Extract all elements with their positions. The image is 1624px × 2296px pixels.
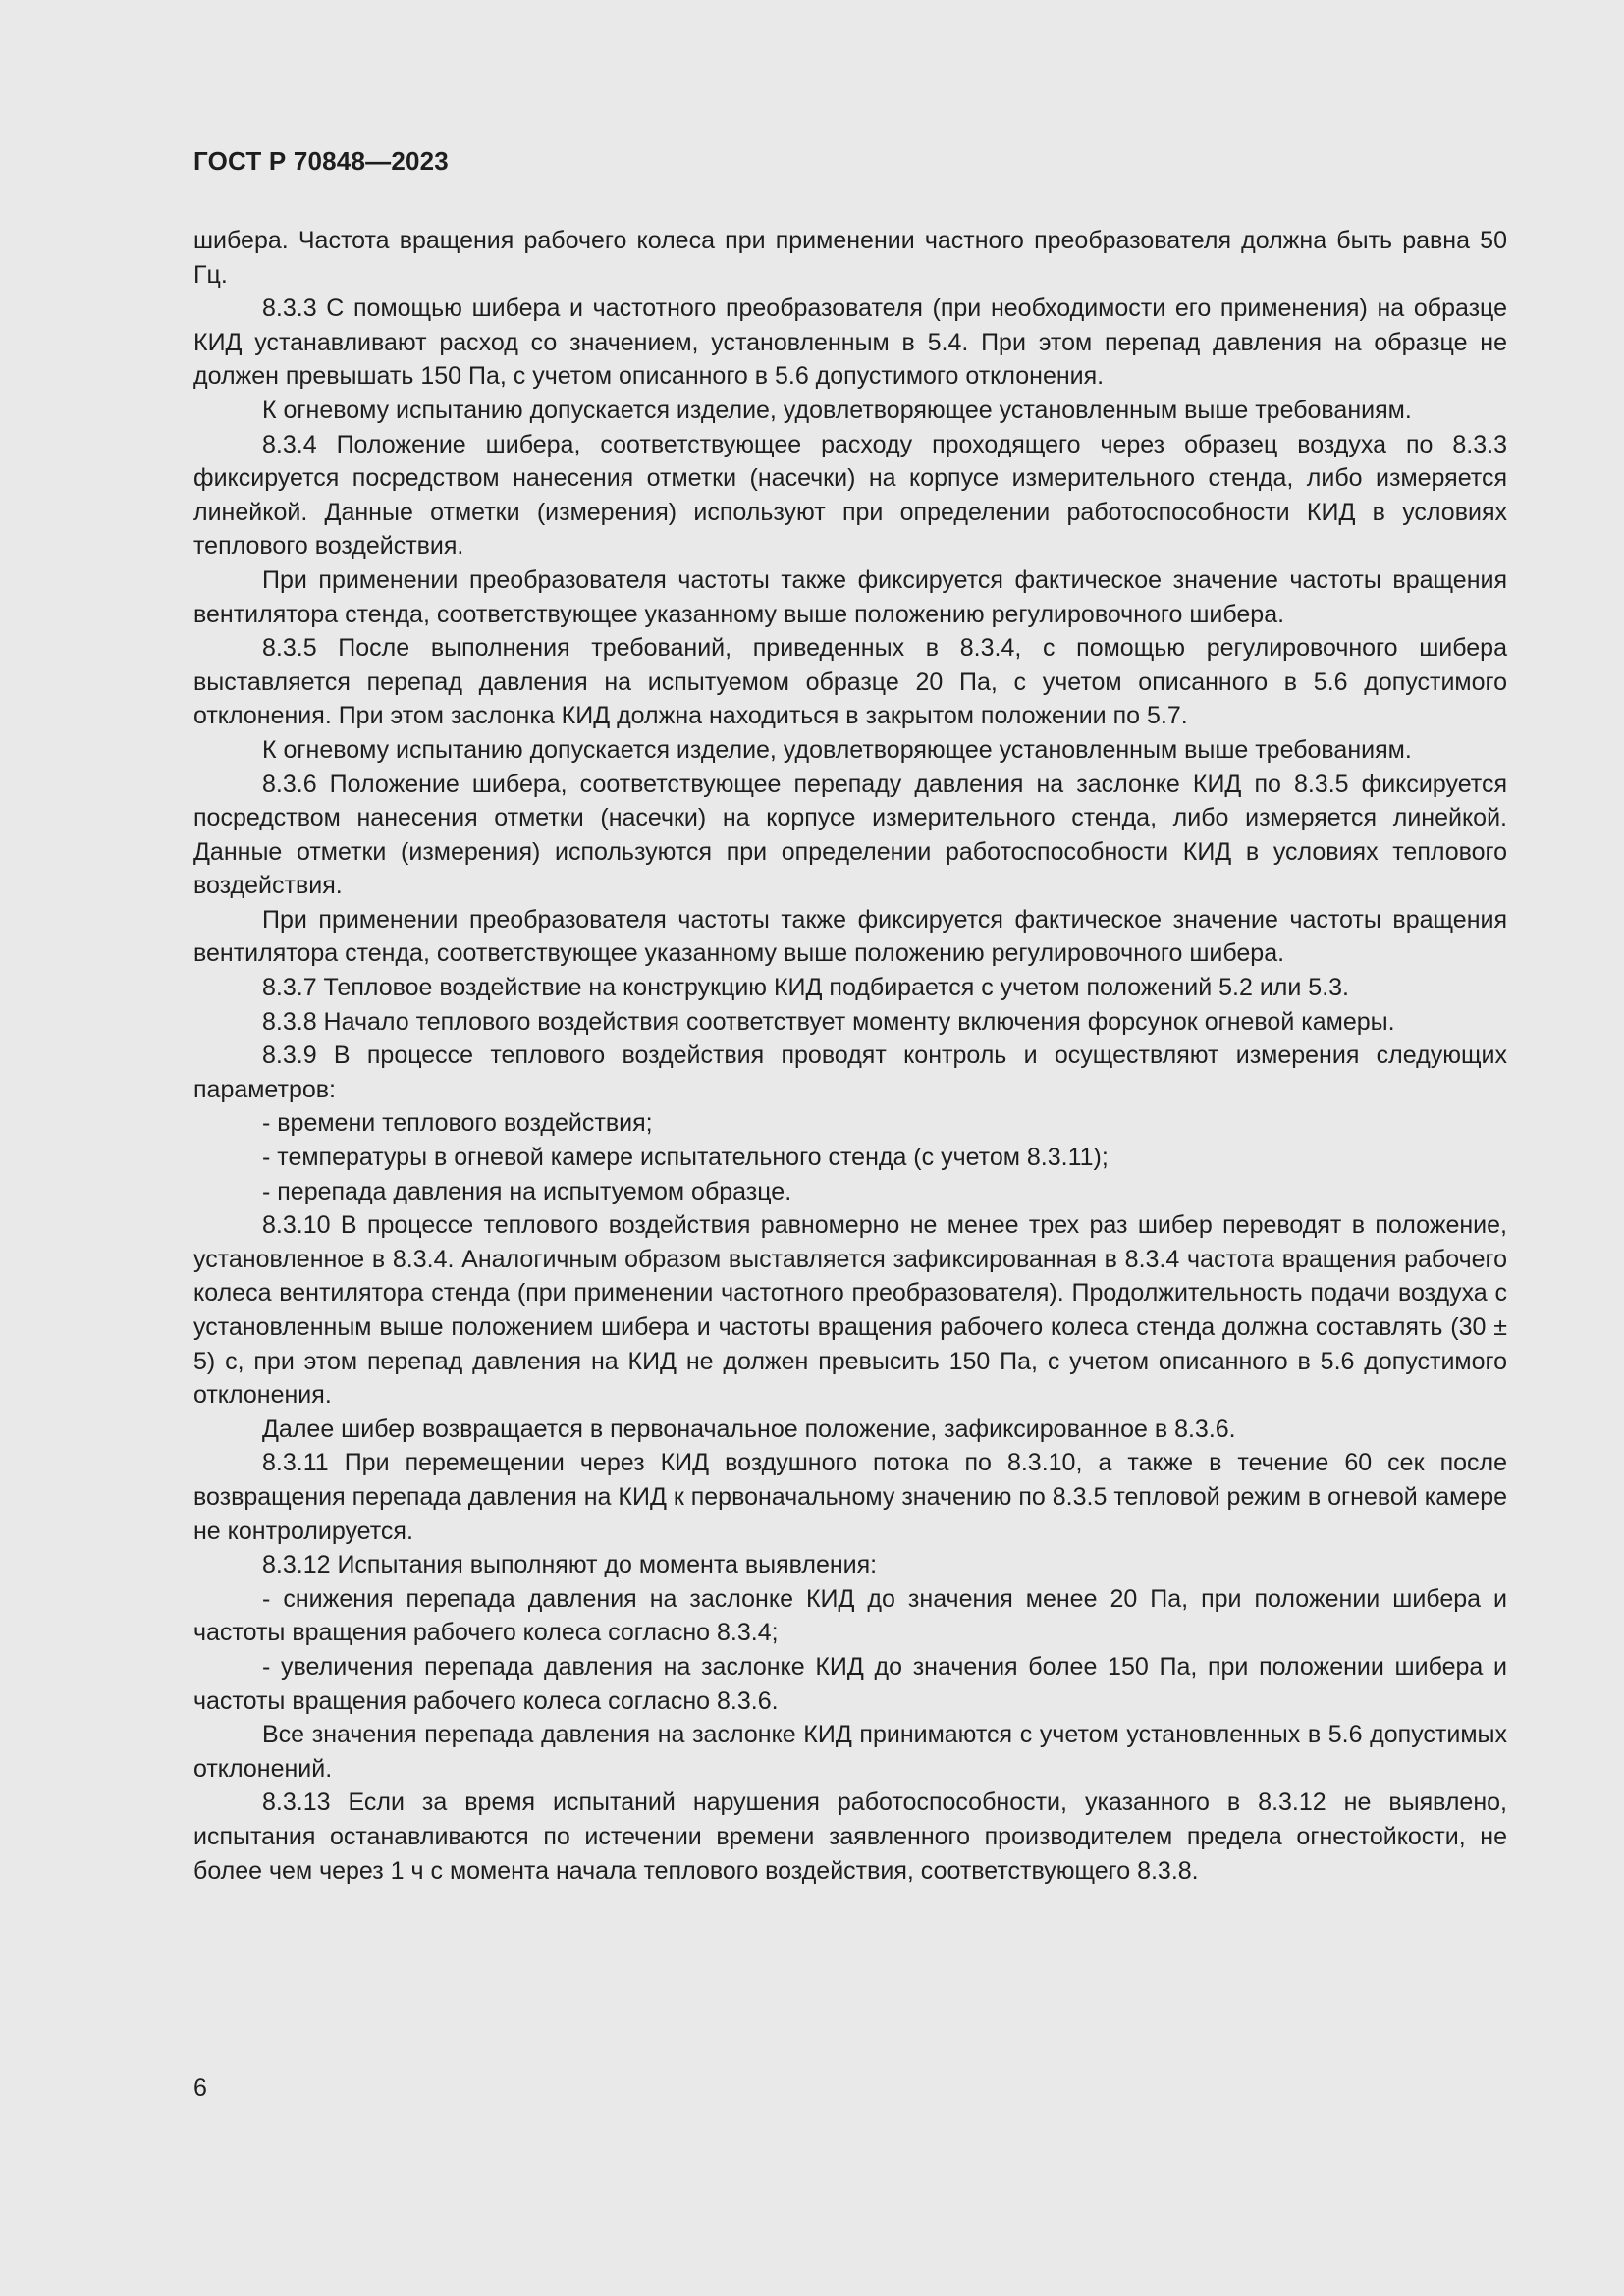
paragraph: 8.3.11 При перемещении через КИД воздушного потока по 8.3.10, а также в течение 60 сек после возвращения перепада давления на КИД к первоначальному значению по 8.3.5 тепловой режим в огневой камере не контролируется.: [193, 1449, 1507, 1545]
paragraph: шибера. Частота вращения рабочего колеса при применении частного преобразователя должна быть равна 50 Гц.: [193, 227, 1507, 289]
paragraph: - времени теплового воздействия;: [262, 1109, 653, 1138]
paragraph: 8.3.5 После выполнения требований, приведенных в 8.3.4, с помощью регулировочного шибера выставляется перепад давления на испытуемом образце 20 Па, с учетом описанного в 5.6 допустимого отклонения. При этом заслонка КИД должна находиться в закрытом положении по 5.7.: [193, 634, 1507, 730]
paragraph: К огневому испытанию допускается изделие, удовлетворяющее установленным выше требованиям.: [262, 735, 1412, 764]
paragraph: 8.3.3 С помощью шибера и частотного преобразователя (при необходимости его применения) на образце КИД устанавливают расход со значением, установленным в 5.4. При этом перепад давления на образце не должен превышать 150 Па, с учетом описанного в 5.6 допустимого отклонения.: [193, 294, 1507, 391]
paragraph: Далее шибер возвращается в первоначальное положение, зафиксированное в 8.3.6.: [262, 1415, 1236, 1443]
document-header: ГОСТ Р 70848—2023: [193, 146, 449, 176]
paragraph: 8.3.12 Испытания выполняют до момента выявления:: [262, 1551, 878, 1579]
document-body: [193, 224, 1507, 1888]
paragraph: Все значения перепада давления на заслонке КИД принимаются с учетом установленных в 5.6 допустимых отклонений.: [193, 1721, 1507, 1783]
paragraph: 8.3.13 Если за время испытаний нарушения работоспособности, указанного в 8.3.12 не выявлено, испытания останавливаются по истечении времени заявленного производителем предела огнестойкости, не более чем через 1 ч с момента начала теплового воздействия, соответствующего 8.3.8.: [193, 1789, 1507, 1885]
paragraph: - увеличения перепада давления на заслонке КИД до значения более 150 Па, при положении шибера и частоты вращения рабочего колеса согласно 8.3.6.: [193, 1652, 1507, 1715]
paragraph: При применении преобразователя частоты также фиксируется фактическое значение частоты вращения вентилятора стенда, соответствующее указанному выше положению регулировочного шибера.: [193, 905, 1507, 968]
paragraph: 8.3.6 Положение шибера, соответствующее перепаду давления на заслонке КИД по 8.3.5 фиксируется посредством нанесения отметки (насечки) на корпусе измерительного стенда, либо измеряется линейкой. Данные отметки (измерения) используются при определении работоспособности КИД в условиях теплового воздействия.: [193, 770, 1507, 900]
paragraph: - температуры в огневой камере испытательного стенда (с учетом 8.3.11);: [262, 1144, 1109, 1172]
paragraph: 8.3.10 В процессе теплового воздействия равномерно не менее трех раз шибер переводят в положение, установленное в 8.3.4. Аналогичным образом выставляется зафиксированная в 8.3.4 частота вращения рабочего колеса вентилятора стенда (при применении частотного преобразователя). Продолжительность подачи воздуха с установленным выше положением шибера и частоты вращения рабочего колеса стенда должна составлять (30 ± 5) с, при этом перепад давления на КИД не должен превысить 150 Па, с учетом описанного в 5.6 допустимого отклонения.: [193, 1211, 1507, 1410]
paragraph: При применении преобразователя частоты также фиксируется фактическое значение частоты вращения вентилятора стенда, соответствующее указанному выше положению регулировочного шибера.: [193, 565, 1507, 628]
paragraph: 8.3.8 Начало теплового воздействия соответствует моменту включения форсунок огневой камеры.: [262, 1007, 1395, 1036]
paragraph: К огневому испытанию допускается изделие, удовлетворяющее установленным выше требованиям.: [262, 396, 1412, 424]
paragraph: - перепада давления на испытуемом образце.: [262, 1177, 792, 1205]
page-number: 6: [193, 2074, 207, 2102]
paragraph: - снижения перепада давления на заслонке КИД до значения менее 20 Па, при положении шибера и частоты вращения рабочего колеса согласно 8.3.4;: [193, 1584, 1507, 1647]
paragraph: 8.3.9 В процессе теплового воздействия проводят контроль и осуществляют измерения следующих параметров:: [193, 1041, 1507, 1103]
paragraph: 8.3.4 Положение шибера, соответствующее расходу проходящего через образец воздуха по 8.3.3 фиксируется посредством нанесения отметки (насечки) на корпусе измерительного стенда, либо измеряется линейкой. Данные отметки (измерения) используют при определении работоспособности КИД в условиях теплового воздействия.: [193, 430, 1507, 561]
paragraph: 8.3.7 Тепловое воздействие на конструкцию КИД подбирается с учетом положений 5.2 или 5.3.: [262, 974, 1350, 1002]
